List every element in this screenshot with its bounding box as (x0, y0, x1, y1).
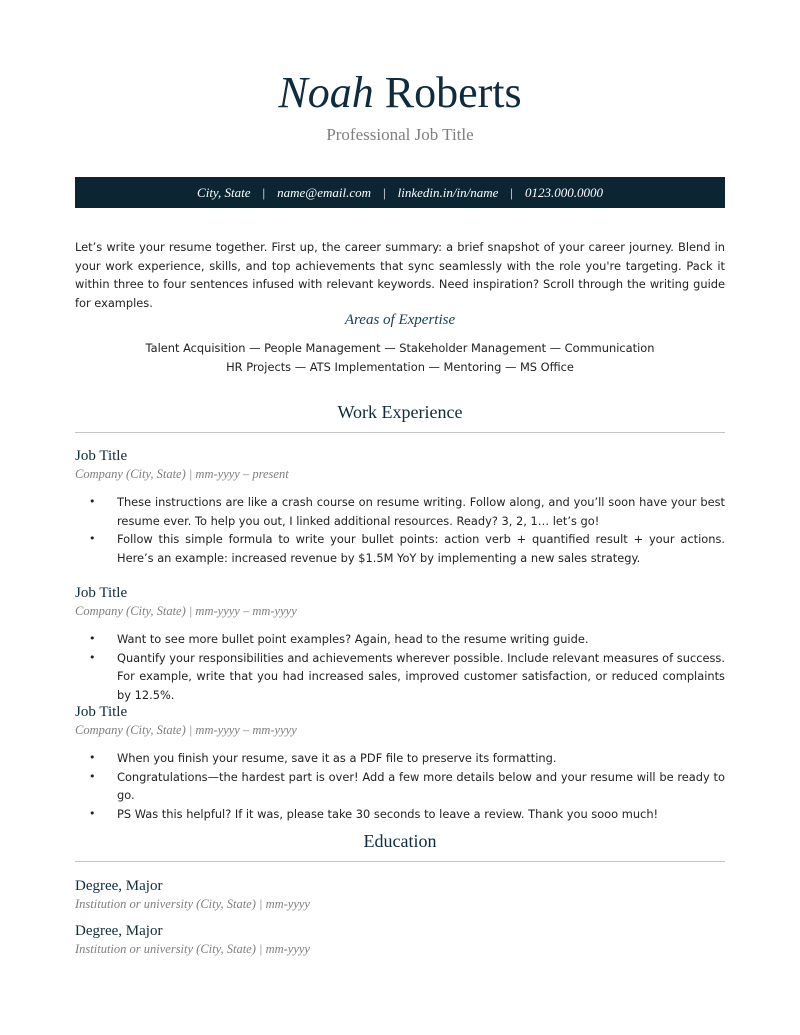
institution-meta: Institution or university (City, State) | mm-yyyy (75, 897, 310, 911)
work-experience-heading: Work Experience (337, 402, 463, 422)
bullet-text: Follow this simple formula to write your bullet points: action verb + quantified result + your actions. Here’s an example: increased revenue by $1.5M YoY by implementing a new sales strategy. (117, 532, 725, 565)
contact-linkedin[interactable]: linkedin.in/in/name (397, 184, 499, 200)
bullet-item (75, 630, 725, 649)
contact-separator: | (510, 184, 513, 200)
contact-separator: | (383, 184, 386, 200)
job-meta: Company (City, State) | mm-yyyy – present (75, 467, 289, 481)
bullet-text: Congratulations—the hardest part is over! Add a few more details below and your resume will be ready to go. (117, 769, 725, 803)
contact-email[interactable]: name@email.com (277, 184, 372, 200)
professional-title: Professional Job Title (326, 125, 474, 144)
degree-title: Degree, Major (75, 923, 163, 939)
job-meta: Company (City, State) | mm-yyyy – mm-yyyy (75, 723, 297, 737)
bullet-item (75, 749, 725, 768)
last-name: Roberts (384, 68, 522, 117)
section-divider (75, 861, 725, 862)
contact-phone: 0123.000.0000 (524, 184, 603, 200)
bullet-glyph: • (89, 495, 96, 508)
bullet-glyph: • (89, 632, 96, 645)
candidate-name (0, 66, 800, 120)
career-summary: Let’s write your resume together. First up, the career summary: a brief snapshot of your career journey. Blend in your work experience, skills, and top achievements that sync seamlessly with the role you're targeting. Pack it within three to four sentences infused with relevant keywords. Need inspiration? Scroll through the writing guide for examples. (75, 240, 725, 310)
expertise-line: HR Projects — ATS Implementation — Mentoring — MS Office (226, 360, 574, 374)
expertise-heading: Areas of Expertise (344, 312, 456, 328)
bullet-item (75, 805, 725, 824)
bullet-glyph: • (89, 532, 96, 546)
bullet-item (75, 493, 725, 530)
job-bullets (75, 749, 725, 823)
bullet-glyph: • (89, 650, 96, 664)
bullet-text: These instructions are like a crash course on resume writing. Follow along, and you’ll soon have your best resume ever. To help you out, I linked additional resources. Ready? 3, 2, 1… let’s go! (117, 495, 725, 528)
contact-bar (75, 177, 725, 208)
bullet-text: Want to see more bullet point examples? Again, head to the resume writing guide. (117, 632, 589, 646)
education-heading: Education (363, 831, 437, 851)
job-title: Job Title (75, 585, 128, 601)
bullet-item (75, 649, 725, 705)
section-divider (75, 432, 725, 433)
bullet-text: When you finish your resume, save it as a PDF file to preserve its formatting. (117, 751, 557, 765)
job-title: Job Title (75, 448, 128, 464)
contact-separator: | (262, 184, 266, 200)
contact-location: City, State (197, 184, 251, 200)
bullet-glyph: • (89, 769, 96, 783)
job-bullets (75, 630, 725, 704)
job-bullets (75, 493, 725, 567)
bullet-text: PS Was this helpful? If it was, please take 30 seconds to leave a review. Thank you sooo much! (117, 806, 659, 821)
bullet-glyph: • (89, 806, 96, 820)
institution-meta: Institution or university (City, State) | mm-yyyy (75, 942, 310, 956)
expertise-line: Talent Acquisition — People Management — Stakeholder Management — Communication (145, 341, 655, 355)
first-name: Noah (278, 68, 374, 117)
job-meta: Company (City, State) | mm-yyyy – mm-yyyy (75, 604, 297, 618)
degree-title: Degree, Major (75, 878, 163, 894)
job-title: Job Title (75, 704, 128, 720)
bullet-item (75, 530, 725, 567)
bullet-item (75, 768, 725, 805)
bullet-text: Quantify your responsibilities and achievements wherever possible. Include relevant measures of success. For example, write that you had increased sales, improved customer satisfaction, or reduced complaints by 12.5%. (117, 650, 725, 702)
bullet-glyph: • (89, 751, 96, 764)
